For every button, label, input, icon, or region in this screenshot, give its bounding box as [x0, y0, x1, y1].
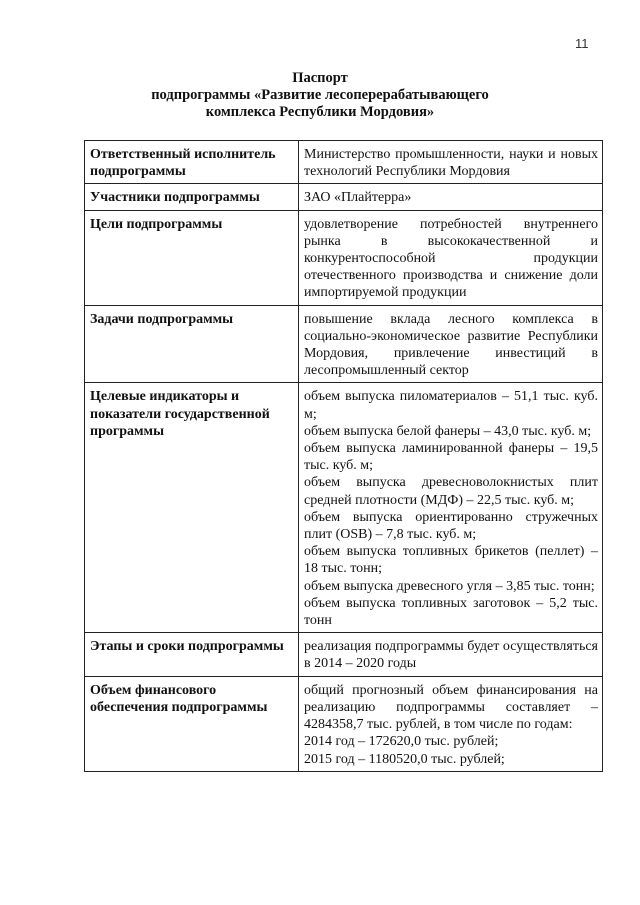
- row-value-tasks: [299, 305, 603, 383]
- row-label-stages: Этапы и сроки подпрограммы: [85, 633, 299, 676]
- table-row: [85, 676, 603, 771]
- row-label-participants: Участники подпрограммы: [85, 184, 299, 210]
- table-row: [85, 633, 603, 676]
- row-value-goals: [299, 210, 603, 305]
- indicator-line: объем выпуска белой фанеры – 43,0 тыс. куб. м;: [304, 423, 592, 439]
- table-row: [85, 305, 603, 383]
- table-row: [85, 383, 603, 633]
- indicator-line: объем выпуска древесного угля – 3,85 тыс. тонн;: [304, 578, 595, 594]
- value-line: повышение вклада лесного комплекса в социально-экономическое развитие Республики Мордовия, привлечение инвестиций в лесопромышленный сектор: [304, 311, 598, 379]
- row-label-indicators: Целевые индикаторы и показатели государственной программы: [85, 383, 299, 633]
- row-value-responsible: [299, 141, 603, 184]
- document-title: [0, 70, 640, 121]
- table-row: [85, 141, 603, 184]
- funding-line: 2014 год – 172620,0 тыс. рублей;: [304, 734, 499, 750]
- table-row: [85, 184, 603, 210]
- row-label-funding: Объем финансового обеспечения подпрограммы: [85, 676, 299, 771]
- value-line: ЗАО «Плайтерра»: [304, 190, 412, 206]
- title-line-3: комплекса Республики Мордовия»: [205, 104, 435, 120]
- funding-line: 2015 год – 1180520,0 тыс. рублей;: [304, 751, 505, 767]
- page-number: 11: [575, 36, 589, 51]
- indicator-line: объем выпуска древесноволокнистых плит средней плотности (МДФ) – 22,5 тыс. куб. м;: [304, 475, 598, 508]
- indicator-line: объем выпуска топливных брикетов (пеллет) – 18 тыс. тонн;: [304, 544, 598, 577]
- row-value-indicators: [299, 383, 603, 633]
- row-label-tasks: Задачи подпрограммы: [85, 305, 299, 383]
- indicator-line: объем выпуска топливных заготовок – 5,2 тыс. тонн: [304, 595, 598, 629]
- title-line-2: подпрограммы «Развитие лесоперерабатывающего: [151, 87, 489, 103]
- row-label-goals: Цели подпрограммы: [85, 210, 299, 305]
- passport-table: [84, 140, 603, 772]
- value-line: Министерство промышленности, науки и новых технологий Республики Мордовия: [304, 147, 598, 180]
- indicator-line: объем выпуска пиломатериалов – 51,1 тыс. куб. м;: [304, 389, 598, 422]
- indicator-line: объем выпуска ориентированно стружечных плит (OSB) – 7,8 тыс. куб. м;: [304, 509, 598, 543]
- row-value-funding: [299, 676, 603, 771]
- value-line: реализация подпрограммы будет осуществляться в 2014 – 2020 годы: [304, 639, 598, 672]
- row-value-stages: [299, 633, 603, 676]
- title-line-1: Паспорт: [292, 70, 348, 86]
- table-row: [85, 210, 603, 305]
- funding-line: общий прогнозный объем финансирования на реализацию подпрограммы составляет – 4284358,7 тыс. рублей, в том числе по годам:: [304, 682, 598, 733]
- value-line: удовлетворение потребностей внутреннего рынка в высококачественной и конкурентоспособной продукции отечественного производства и снижение доли импортируемой продукции: [304, 216, 598, 301]
- indicator-line: объем выпуска ламинированной фанеры – 19,5 тыс. куб. м;: [304, 441, 598, 474]
- row-label-responsible: Ответственный исполнитель подпрограммы: [85, 141, 299, 184]
- row-value-participants: [299, 184, 603, 210]
